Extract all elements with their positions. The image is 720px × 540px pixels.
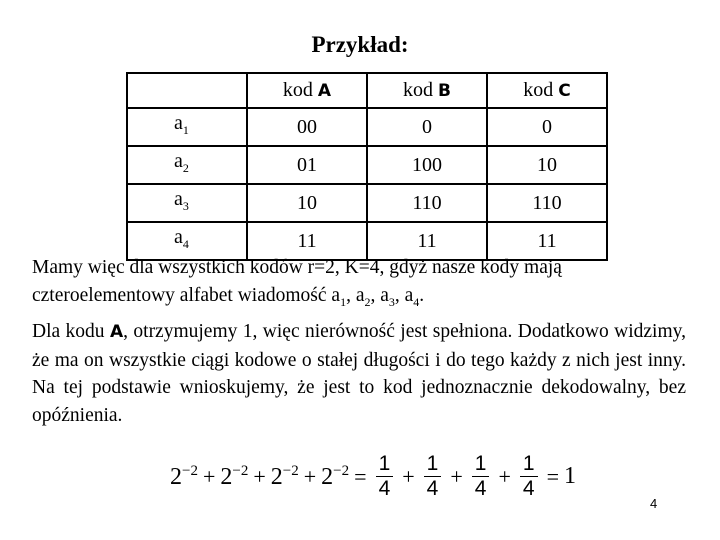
plus-sign: +: [498, 463, 511, 489]
plus-sign: +: [202, 463, 216, 489]
plus-sign: +: [303, 463, 317, 489]
power-term: $2^{-2}$: [170, 462, 198, 490]
kraft-equation: [170, 452, 576, 501]
header-empty-cell: [127, 73, 247, 108]
plus-sign: +: [450, 463, 463, 489]
plus-sign: +: [402, 463, 415, 489]
symbol-cell: $a_1$: [127, 108, 247, 146]
code-cell: 11: [247, 222, 367, 260]
code-cell: 0: [367, 108, 487, 146]
power-term: $2^{-2}$: [270, 462, 299, 490]
header-kod-b: kod B: [367, 73, 487, 108]
equation-result: 1: [564, 463, 576, 489]
code-cell: 11: [487, 222, 607, 260]
table-row: [127, 146, 607, 184]
symbol-cell: $a_4$: [127, 222, 247, 260]
code-table: [126, 72, 608, 261]
table-row: [127, 108, 607, 146]
fraction: $\frac{1}{4}$: [472, 452, 490, 501]
code-cell: 00: [247, 108, 367, 146]
code-cell: 100: [367, 146, 487, 184]
plus-sign: +: [253, 463, 266, 489]
code-cell: 110: [367, 184, 487, 222]
code-cell: 01: [247, 146, 367, 184]
page-number: 4: [650, 496, 658, 511]
code-cell: 10: [487, 146, 607, 184]
slide-title: Przykład:: [311, 32, 409, 57]
equals-sign: =: [546, 463, 559, 489]
paragraph-alphabet: Mamy więc dla wszystkich kodów r=2, K=4, gdyż nasze kody mają czteroelementowy alfabet wiadomość $a_1$, $a_2$, $a_3$, $a_4$.: [32, 257, 562, 309]
code-cell: 0: [487, 108, 607, 146]
header-kod-c: kod C: [487, 73, 607, 108]
header-kod-a: kod A: [247, 73, 367, 108]
equals-sign: =: [354, 463, 367, 489]
power-term: $2^{-2}$: [220, 462, 249, 490]
table-header-row: [127, 73, 607, 108]
fraction: $\frac{1}{4}$: [376, 452, 394, 501]
code-cell: 110: [487, 184, 607, 222]
table-row: [127, 184, 607, 222]
code-cell: 11: [367, 222, 487, 260]
paragraph-code-a-analysis: Dla kodu A, otrzymujemy 1, więc nierówność jest spełniona. Dodatkowo widzimy, że ma on wszystkie ciągi kodowe o stałej długości i do tego każdy z nich jest inny. Na tej podstawie wnioskujemy, że jest to kod jednoznacznie dekodowalny, bez opóźnienia.: [32, 321, 687, 426]
code-cell: 10: [247, 184, 367, 222]
symbol-cell: $a_3$: [127, 184, 247, 222]
fraction: $\frac{1}{4}$: [520, 452, 538, 501]
symbol-cell: $a_2$: [127, 146, 247, 184]
fraction: $\frac{1}{4}$: [424, 452, 442, 501]
power-term: $2^{-2}$: [321, 462, 350, 490]
